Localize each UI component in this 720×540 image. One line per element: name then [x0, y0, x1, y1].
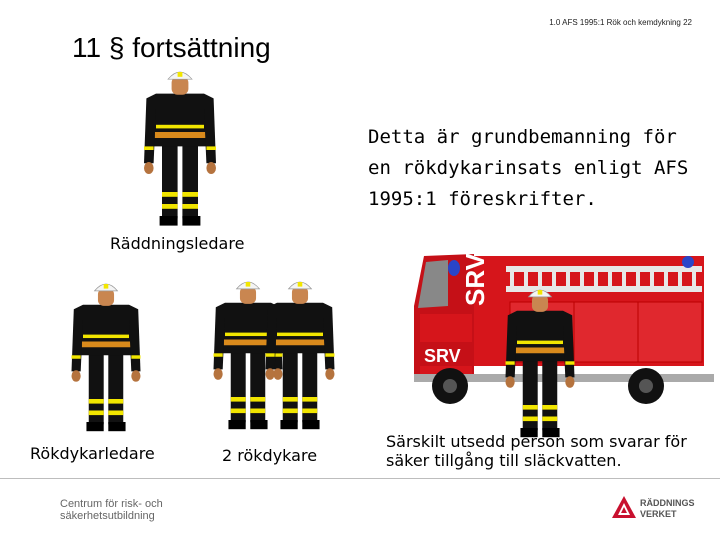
header-note: 1.0 AFS 1995:1 Rök och kemdykning 22 [549, 18, 692, 27]
smoke-diving-leader-figure [64, 284, 148, 444]
footer-organization-line2: säkerhetsutbildning [60, 510, 155, 522]
ladder-rung [510, 266, 514, 292]
smoke-diving-leader-caption: Rökdykarledare [30, 444, 155, 463]
ladder-rung [538, 266, 542, 292]
incident-commander-caption: Räddningsledare [110, 234, 245, 253]
water-supply-caption: Särskilt utsedd person som svarar för säker tillgång till släckvatten. [386, 432, 687, 470]
ladder-rung [692, 266, 696, 292]
ladder-rung [566, 266, 570, 292]
ladder-rung [650, 266, 654, 292]
incident-commander-figure [138, 72, 222, 232]
body-text: Detta är grundbemanning för en rökdykarinsats enligt AFS 1995:1 föreskrifter. [368, 126, 689, 210]
footer-logo [612, 496, 695, 526]
ladder-rung [594, 266, 598, 292]
ladder-rung [664, 266, 668, 292]
truck-front-label: SRV [424, 346, 461, 366]
raddningsverket-logo-icon [612, 496, 636, 522]
ladder-rung [622, 266, 626, 292]
slide-title: 11 § fortsättning [72, 32, 271, 63]
footer-organization [60, 498, 163, 522]
footer-divider [0, 478, 720, 479]
ladder-rung [608, 266, 612, 292]
footer-organization-line1: Centrum för risk- och [60, 498, 163, 510]
ladder-rung [552, 266, 556, 292]
ladder-rung [524, 266, 528, 292]
footer-agency-name [640, 498, 695, 520]
water-supply-person-figure [498, 290, 582, 450]
ladder-rung [678, 266, 682, 292]
smoke-divers-caption: 2 rökdykare [222, 446, 318, 465]
smoke-diver-figure [258, 282, 342, 442]
ladder-rung [636, 266, 640, 292]
footer-agency-line2: VERKET [640, 509, 677, 519]
ladder-rung [580, 266, 584, 292]
truck-side-label: SRV [460, 253, 490, 306]
footer-agency-line1: RÄDDNINGS [640, 498, 695, 508]
